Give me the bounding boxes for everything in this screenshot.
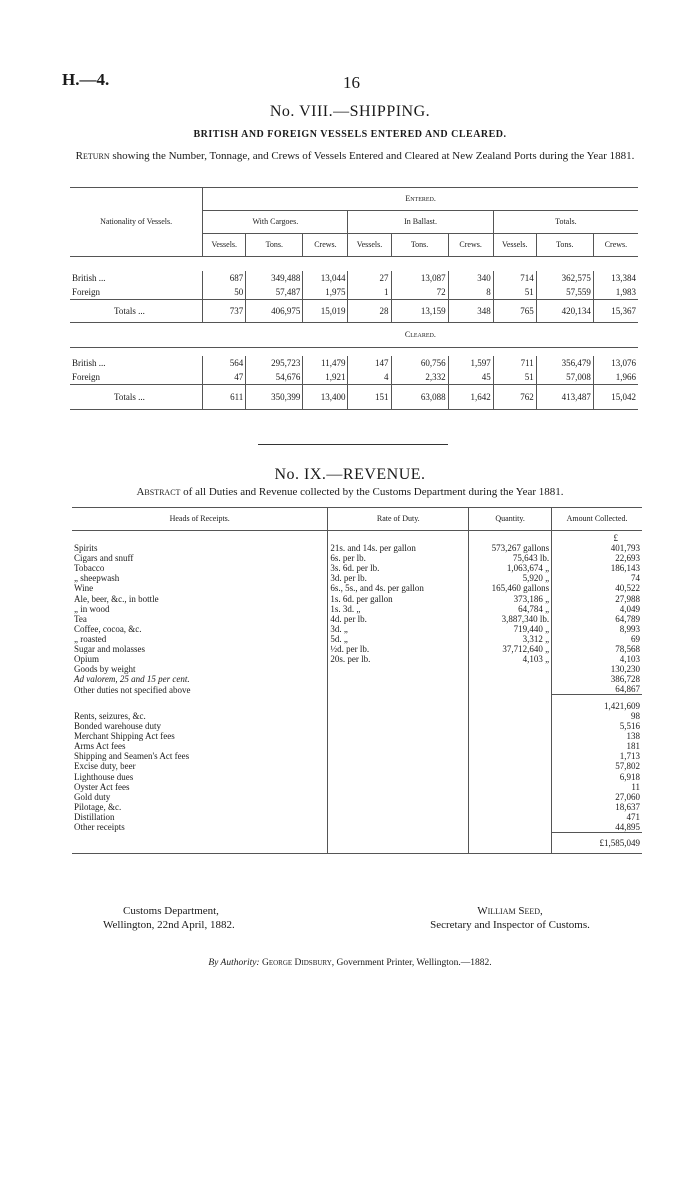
cell-value: 13,076 xyxy=(593,356,638,370)
table-row xyxy=(72,644,642,654)
quantity: 64,784 „ xyxy=(469,604,552,614)
totals-label: Totals ... xyxy=(70,385,203,410)
quantity xyxy=(469,802,552,812)
return-text: showing the Number, Tonnage, and Crews of Vessels Entered and Cleared at New Zealand Ports during the Year 1881. xyxy=(112,150,635,162)
table-row xyxy=(72,583,642,593)
cell-value: 295,723 xyxy=(246,356,303,370)
table-row xyxy=(72,761,642,771)
quantity: 719,440 „ xyxy=(469,624,552,634)
cell-value: 420,134 xyxy=(536,300,593,323)
duties-rows xyxy=(72,543,642,695)
table-row xyxy=(72,573,642,583)
table-row xyxy=(72,614,642,624)
table-row xyxy=(72,654,642,664)
receipt-head: Other duties not specified above xyxy=(74,684,191,695)
cell-value: 4 xyxy=(348,370,391,385)
nationality-header: Nationality of Vessels. xyxy=(70,188,203,257)
office-date: Wellington, 22nd April, 1882. xyxy=(103,919,235,931)
duty-rate xyxy=(328,812,469,822)
receipt-head: Ale, beer, &c., in bottle xyxy=(74,593,159,604)
amount-collected: 8,993 xyxy=(552,624,642,634)
amount-collected: 44,895 xyxy=(552,822,642,833)
amount-collected: 22,693 xyxy=(552,553,642,563)
shipping-title: No. VIII.—SHIPPING. xyxy=(269,103,431,120)
table-row xyxy=(72,674,642,684)
return-word: Return xyxy=(75,150,110,162)
table-row xyxy=(72,664,642,674)
receipt-head: Coffee, cocoa, &c. xyxy=(74,623,142,634)
duty-rate: 6s., 5s., and 4s. per gallon xyxy=(328,583,469,593)
receipt-head: „ roasted xyxy=(74,633,107,644)
table-row xyxy=(70,271,638,285)
revenue-title: No. IX.—REVENUE. xyxy=(274,466,426,483)
quantity xyxy=(469,684,552,695)
subheader-vessels: Vessels. xyxy=(493,234,536,257)
quantity xyxy=(469,674,552,684)
receipt-head: Arms Act fees xyxy=(74,741,126,752)
receipt-head: Tea xyxy=(74,613,87,624)
table-row xyxy=(72,721,642,731)
grand-total: £1,585,049 xyxy=(552,833,642,854)
amount-header: Amount Collected. xyxy=(552,508,642,531)
subheader-vessels: Vessels. xyxy=(348,234,391,257)
table-row xyxy=(72,771,642,781)
receipt-head: „ in wood xyxy=(74,603,110,614)
receipt-head: „ sheepwash xyxy=(74,573,120,584)
cell-value: 711 xyxy=(493,356,536,370)
duty-rate xyxy=(328,771,469,781)
cell-value: 8 xyxy=(448,285,493,300)
cell-value: 1,966 xyxy=(593,370,638,385)
totals-label: Totals ... xyxy=(70,300,203,323)
table-row xyxy=(72,563,642,573)
cell-value: 45 xyxy=(448,370,493,385)
quantity: 5,920 „ xyxy=(469,573,552,583)
cell-value: 15,042 xyxy=(593,385,638,410)
vessel-nationality: Foreign xyxy=(72,287,100,297)
subheader-tons: Tons. xyxy=(391,234,448,257)
quantity xyxy=(469,761,552,771)
duty-rate xyxy=(328,761,469,771)
amount-collected: 401,793 xyxy=(552,543,642,553)
table-row xyxy=(72,731,642,741)
amount-collected: 471 xyxy=(552,812,642,822)
receipt-head: Wine xyxy=(74,583,94,594)
amount-collected: 5,516 xyxy=(552,721,642,731)
shipping-table xyxy=(70,187,638,410)
cell-value: 611 xyxy=(203,385,246,410)
cleared-header: Cleared. xyxy=(203,323,638,348)
quantity: 1,063,674 „ xyxy=(469,563,552,573)
cell-value: 13,400 xyxy=(303,385,348,410)
table-row xyxy=(72,684,642,695)
duty-rate: 1s. 3d. „ xyxy=(328,604,469,614)
totals-row xyxy=(70,300,638,323)
cell-value: 151 xyxy=(348,385,391,410)
cell-value: 350,399 xyxy=(246,385,303,410)
receipt-head: Ad valorem, 25 and 15 per cent. xyxy=(74,674,190,685)
amount-collected: 27,060 xyxy=(552,792,642,802)
table-row xyxy=(72,543,642,553)
quantity xyxy=(469,711,552,721)
receipt-head: Lighthouse dues xyxy=(74,771,134,782)
rate-header: Rate of Duty. xyxy=(328,508,469,531)
cell-value: 1,921 xyxy=(303,370,348,385)
quantity-header: Quantity. xyxy=(469,508,552,531)
cell-value: 13,384 xyxy=(593,271,638,285)
receipt-head: Merchant Shipping Act fees xyxy=(74,731,175,742)
heads-header: Heads of Receipts. xyxy=(72,508,328,531)
signatory-name: William Seed, xyxy=(477,905,543,917)
table-row xyxy=(72,822,642,833)
quantity xyxy=(469,751,552,761)
abstract-word: Abstract xyxy=(136,486,181,498)
duty-rate xyxy=(328,664,469,674)
amount-collected: 386,728 xyxy=(552,674,642,684)
quantity xyxy=(469,721,552,731)
cell-value: 27 xyxy=(348,271,391,285)
amount-collected: 18,637 xyxy=(552,802,642,812)
quantity xyxy=(469,812,552,822)
cell-value: 13,044 xyxy=(303,271,348,285)
receipt-head: Shipping and Seamen's Act fees xyxy=(74,751,190,762)
duty-rate: 5d. „ xyxy=(328,634,469,644)
entered-group-totals: Totals. xyxy=(493,211,638,234)
table-row xyxy=(70,370,638,385)
receipt-head: Pilotage, &c. xyxy=(74,801,122,812)
subheader-tons: Tons. xyxy=(246,234,303,257)
amount-collected: 74 xyxy=(552,573,642,583)
entered-group-with-cargoes: With Cargoes. xyxy=(203,211,348,234)
totals-row xyxy=(70,385,638,410)
duty-rate: 3d. per lb. xyxy=(328,573,469,583)
cell-value: 47 xyxy=(203,370,246,385)
cell-value: 1 xyxy=(348,285,391,300)
cell-value: 63,088 xyxy=(391,385,448,410)
receipt-head: Bonded warehouse duty xyxy=(74,721,161,732)
quantity: 37,712,640 „ xyxy=(469,644,552,654)
vessel-nationality: Foreign xyxy=(72,372,100,382)
table-row xyxy=(72,624,642,634)
office-name: Customs Department, xyxy=(123,905,219,917)
cell-value: 1,642 xyxy=(448,385,493,410)
duty-rate xyxy=(328,792,469,802)
cell-value: 765 xyxy=(493,300,536,323)
duty-rate: 3s. 6d. per lb. xyxy=(328,563,469,573)
cell-value: 147 xyxy=(348,356,391,370)
table-row xyxy=(70,356,638,370)
amount-collected: 130,230 xyxy=(552,664,642,674)
cell-value: 406,975 xyxy=(246,300,303,323)
cell-value: 13,087 xyxy=(391,271,448,285)
table-row xyxy=(72,593,642,603)
shipping-subtitle: BRITISH AND FOREIGN VESSELS ENTERED AND CLEARED. xyxy=(193,129,507,140)
duty-rate xyxy=(328,741,469,751)
receipt-head: Opium xyxy=(74,654,100,665)
duty-rate xyxy=(328,674,469,684)
amount-collected: 78,568 xyxy=(552,644,642,654)
cell-value: 15,019 xyxy=(303,300,348,323)
cell-value: 60,756 xyxy=(391,356,448,370)
receipt-head: Distillation xyxy=(74,811,115,822)
duties-subtotal: 1,421,609 xyxy=(552,695,642,711)
table-row xyxy=(72,741,642,751)
duty-rate: 6s. per lb. xyxy=(328,553,469,563)
entered-group-in-ballast: In Ballast. xyxy=(348,211,493,234)
duty-rate: 4d. per lb. xyxy=(328,614,469,624)
other-receipt-rows xyxy=(72,711,642,833)
quantity: 3,312 „ xyxy=(469,634,552,644)
amount-collected: 4,049 xyxy=(552,604,642,614)
cell-value: 15,367 xyxy=(593,300,638,323)
quantity: 373,186 „ xyxy=(469,593,552,603)
receipt-head: Oyster Act fees xyxy=(74,781,130,792)
printer-name: George Didsbury xyxy=(261,958,332,968)
amount-collected: 57,802 xyxy=(552,761,642,771)
quantity xyxy=(469,822,552,833)
currency-symbol: £ xyxy=(552,531,642,544)
cell-value: 1,597 xyxy=(448,356,493,370)
duty-rate xyxy=(328,731,469,741)
imprint-suffix: , Government Printer, Wellington.—1882. xyxy=(331,958,492,968)
quantity xyxy=(469,664,552,674)
quantity: 75,643 lb. xyxy=(469,553,552,563)
amount-collected: 40,522 xyxy=(552,583,642,593)
table-row xyxy=(72,812,642,822)
subheader-tons: Tons. xyxy=(536,234,593,257)
receipt-head: Sugar and molasses xyxy=(74,643,145,654)
customs-office-block xyxy=(103,904,235,932)
quantity xyxy=(469,782,552,792)
subheader-crews: Crews. xyxy=(448,234,493,257)
cell-value: 51 xyxy=(493,370,536,385)
cell-value: 340 xyxy=(448,271,493,285)
shipping-return-description xyxy=(75,150,635,163)
cell-value: 28 xyxy=(348,300,391,323)
cell-value: 349,488 xyxy=(246,271,303,285)
quantity: 3,887,340 lb. xyxy=(469,614,552,624)
receipt-head: Cigars and snuff xyxy=(74,553,134,564)
duty-rate xyxy=(328,751,469,761)
subheader-crews: Crews. xyxy=(593,234,638,257)
duty-rate: 3d. „ xyxy=(328,624,469,634)
receipt-head: Other receipts xyxy=(74,822,125,833)
cell-value: 362,575 xyxy=(536,271,593,285)
receipt-head: Gold duty xyxy=(74,791,111,802)
duty-rate: 20s. per lb. xyxy=(328,654,469,664)
amount-collected: 69 xyxy=(552,634,642,644)
cell-value: 413,487 xyxy=(536,385,593,410)
cell-value: 564 xyxy=(203,356,246,370)
quantity xyxy=(469,741,552,751)
receipt-head: Rents, seizures, &c. xyxy=(74,710,146,721)
table-row xyxy=(72,553,642,563)
quantity: 4,103 „ xyxy=(469,654,552,664)
cell-value: 687 xyxy=(203,271,246,285)
cell-value: 737 xyxy=(203,300,246,323)
receipt-head: Spirits xyxy=(74,543,98,554)
amount-collected: 181 xyxy=(552,741,642,751)
table-row xyxy=(72,634,642,644)
report-code: H.—4. xyxy=(62,70,110,89)
quantity xyxy=(469,792,552,802)
cell-value: 348 xyxy=(448,300,493,323)
cell-value: 714 xyxy=(493,271,536,285)
duty-rate xyxy=(328,802,469,812)
duty-rate xyxy=(328,721,469,731)
signatory-title: Secretary and Inspector of Customs. xyxy=(430,919,590,931)
amount-collected: 64,789 xyxy=(552,614,642,624)
cell-value: 57,559 xyxy=(536,285,593,300)
cell-value: 50 xyxy=(203,285,246,300)
duty-rate xyxy=(328,684,469,695)
quantity xyxy=(469,771,552,781)
quantity: 165,460 gallons xyxy=(469,583,552,593)
duty-rate: 21s. and 14s. per gallon xyxy=(328,543,469,553)
subheader-vessels: Vessels. xyxy=(203,234,246,257)
vessel-nationality: British ... xyxy=(72,273,106,283)
duty-rate xyxy=(328,822,469,833)
cell-value: 1,975 xyxy=(303,285,348,300)
duty-rate xyxy=(328,782,469,792)
amount-collected: 27,988 xyxy=(552,593,642,603)
amount-collected: 64,867 xyxy=(552,684,642,695)
table-row xyxy=(72,802,642,812)
quantity xyxy=(469,731,552,741)
cell-value: 13,159 xyxy=(391,300,448,323)
table-row xyxy=(72,751,642,761)
cell-value: 356,479 xyxy=(536,356,593,370)
duty-rate xyxy=(328,711,469,721)
amount-collected: 6,918 xyxy=(552,771,642,781)
duty-rate: ½d. per lb. xyxy=(328,644,469,654)
printer-imprint xyxy=(0,958,700,968)
cell-value: 57,487 xyxy=(246,285,303,300)
amount-collected: 1,713 xyxy=(552,751,642,761)
amount-collected: 186,143 xyxy=(552,563,642,573)
revenue-abstract xyxy=(0,486,700,498)
duty-rate: 1s. 6d. per gallon xyxy=(328,593,469,603)
subheader-crews: Crews. xyxy=(303,234,348,257)
cell-value: 72 xyxy=(391,285,448,300)
amount-collected: 11 xyxy=(552,782,642,792)
cell-value: 2,332 xyxy=(391,370,448,385)
cell-value: 54,676 xyxy=(246,370,303,385)
amount-collected: 4,103 xyxy=(552,654,642,664)
amount-collected: 138 xyxy=(552,731,642,741)
table-row xyxy=(72,604,642,614)
table-row xyxy=(70,285,638,300)
revenue-table xyxy=(72,507,642,854)
quantity: 573,267 gallons xyxy=(469,543,552,553)
cell-value: 11,479 xyxy=(303,356,348,370)
receipt-head: Goods by weight xyxy=(74,664,136,675)
abstract-text: of all Duties and Revenue collected by the Customs Department during the Year 1881. xyxy=(183,486,564,498)
table-row xyxy=(72,711,642,721)
table-row xyxy=(72,792,642,802)
entered-header: Entered. xyxy=(203,188,638,211)
cell-value: 762 xyxy=(493,385,536,410)
section-divider xyxy=(258,444,448,445)
cell-value: 1,983 xyxy=(593,285,638,300)
imprint-prefix: By Authority: xyxy=(208,958,260,968)
table-row xyxy=(72,782,642,792)
receipt-head: Tobacco xyxy=(74,563,105,574)
signatory-block xyxy=(410,904,610,932)
cell-value: 51 xyxy=(493,285,536,300)
page-number: 16 xyxy=(343,73,360,92)
vessel-nationality: British ... xyxy=(72,358,106,368)
cell-value: 57,008 xyxy=(536,370,593,385)
amount-collected: 98 xyxy=(552,711,642,721)
receipt-head: Excise duty, beer xyxy=(74,761,136,772)
